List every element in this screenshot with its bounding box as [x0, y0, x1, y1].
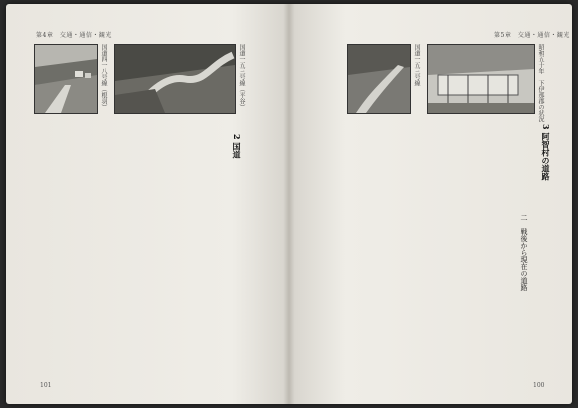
section-number: 3	[541, 124, 551, 130]
section-title: 国道	[232, 142, 242, 159]
subsection-heading: 二 戦後から現在の道路	[520, 214, 528, 291]
body-text-top	[34, 122, 222, 202]
section-title: 阿智村の道路	[541, 132, 551, 181]
photo-caption: 国道一五三号線	[413, 44, 420, 86]
right-page	[289, 4, 572, 404]
section-heading	[541, 124, 552, 180]
highway-photo	[347, 44, 411, 114]
body-text-bottom	[34, 210, 248, 370]
photo-caption: 国道四一八号線（根羽）	[100, 44, 107, 110]
body-text-top	[329, 122, 531, 202]
left-page	[6, 4, 289, 404]
page-number: 100	[533, 382, 545, 389]
section-number: 2	[232, 134, 242, 140]
mountain-road-photo	[114, 44, 236, 114]
book-spread	[6, 4, 572, 404]
photo-caption: 昭和五十年 下伊那郡の状況	[537, 44, 544, 122]
construction-photo	[427, 44, 535, 114]
photo-caption: 国道一五三号線（平谷）	[238, 44, 245, 110]
body-text-bottom	[329, 210, 511, 370]
page-number: 101	[40, 382, 52, 389]
running-head: 第5章 交通・通信・観光	[494, 32, 570, 39]
section-heading	[232, 134, 243, 158]
running-head: 第4章 交通・通信・観光	[36, 32, 112, 39]
road-photo-left	[34, 44, 98, 114]
